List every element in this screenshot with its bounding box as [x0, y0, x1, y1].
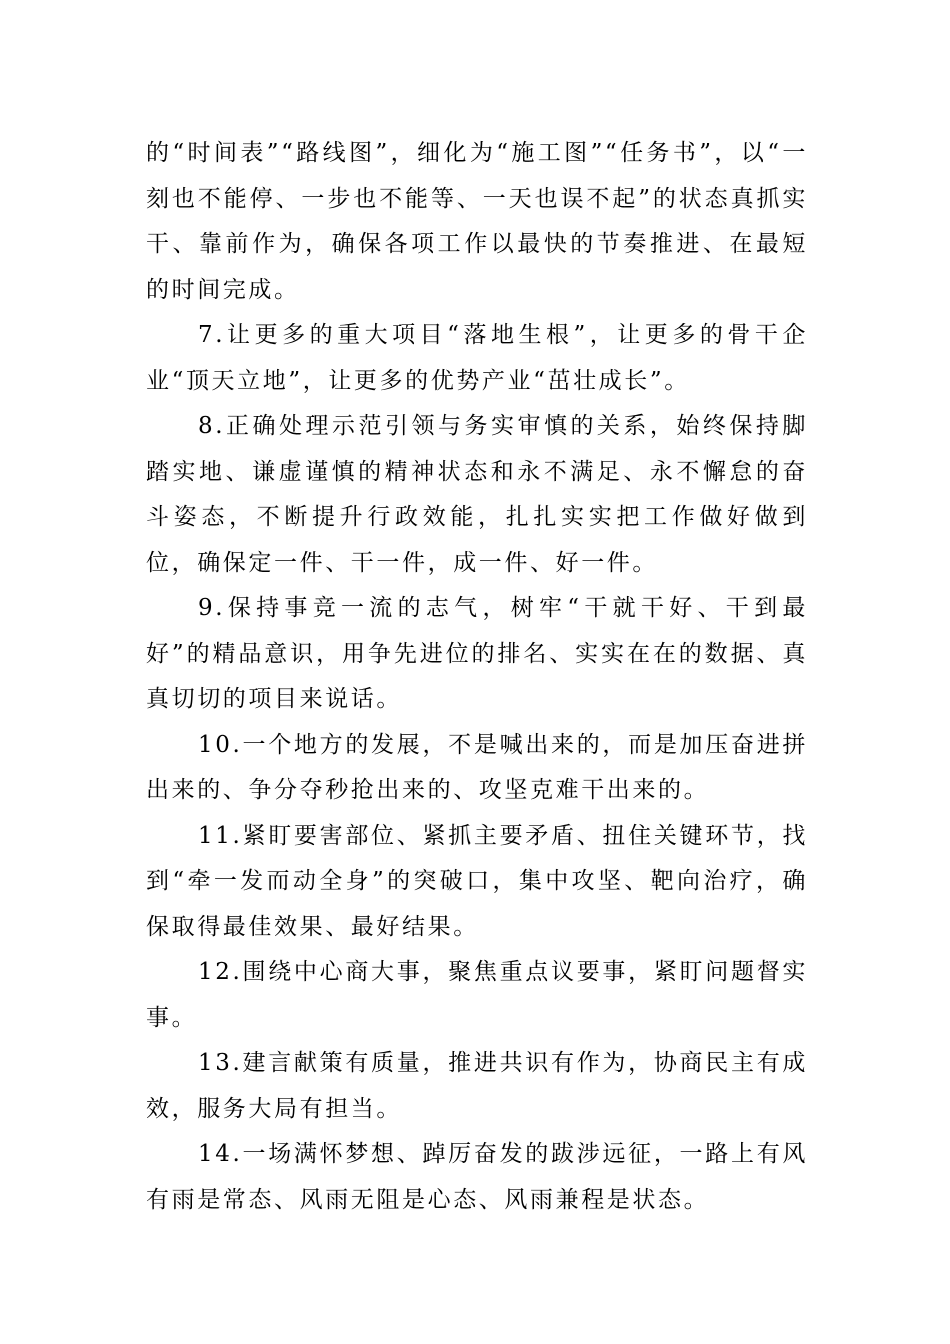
paragraph-item-13: 13.建言献策有质量，推进共识有作为，协商民主有成效，服务大局有担当。 — [146, 1050, 808, 1122]
document-page — [146, 131, 808, 1223]
paragraph-item-7: 7.让更多的重大项目“落地生根”，让更多的骨干企业“顶天立地”，让更多的优势产业“茁壮成长”。 — [146, 322, 808, 394]
paragraph-item-9: 9.保持事竞一流的志气，树牢“干就干好、干到最好”的精品意识，用争先进位的排名、实实在在的数据、真真切切的项目来说话。 — [146, 595, 808, 712]
paragraph-item-8: 8.正确处理示范引领与务实审慎的关系，始终保持脚踏实地、谦虚谨慎的精神状态和永不满足、永不懈怠的奋斗姿态，不断提升行政效能，扎扎实实把工作做好做到位，确保定一件、干一件，成一件、好一件。 — [146, 413, 808, 576]
paragraph-continuation: 的“时间表”“路线图”，细化为“施工图”“任务书”，以“一刻也不能停、一步也不能等、一天也误不起”的状态真抓实干、靠前作为，确保各项工作以最快的节奏推进、在最短的时间完成。 — [146, 140, 808, 303]
paragraph-item-14: 14.一场满怀梦想、踔厉奋发的跋涉远征，一路上有风有雨是常态、风雨无阻是心态、风雨兼程是状态。 — [146, 1141, 808, 1213]
paragraph-item-10: 10.一个地方的发展，不是喊出来的，而是加压奋进拼出来的、争分夺秒抢出来的、攻坚克难干出来的。 — [146, 731, 808, 803]
paragraph-item-11: 11.紧盯要害部位、紧抓主要矛盾、扭住关键环节，找到“牵一发而动全身”的突破口，集中攻坚、靶向治疗，确保取得最佳效果、最好结果。 — [146, 822, 808, 940]
paragraph-item-12: 12.围绕中心商大事，聚焦重点议要事，紧盯问题督实事。 — [146, 959, 808, 1031]
